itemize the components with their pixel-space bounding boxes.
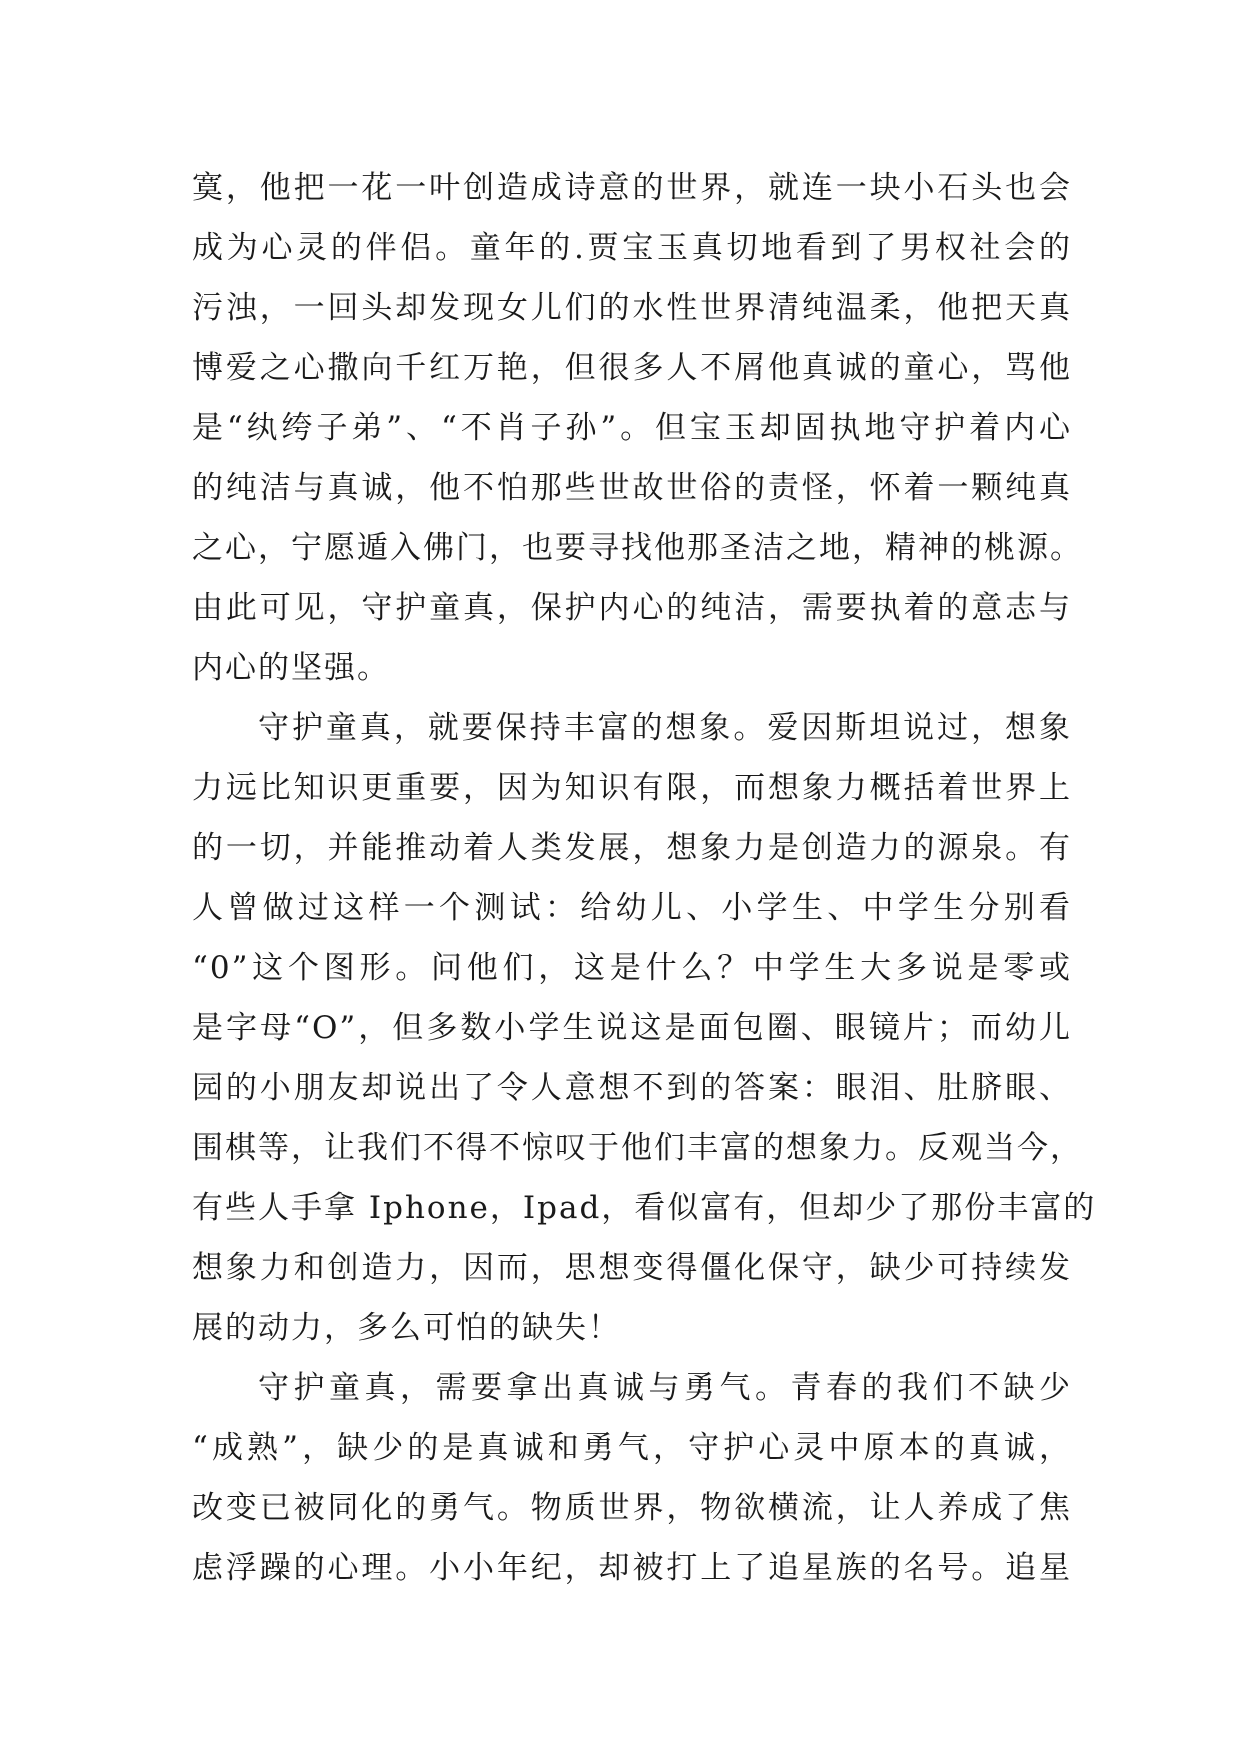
text-line: 的一切，并能推动着人类发展，想象力是创造力的源泉。有 xyxy=(192,830,1072,866)
document-body xyxy=(192,158,1097,1598)
text-line: 寞，他把一花一叶创造成诗意的世界，就连一块小石头也会 xyxy=(192,170,1072,206)
text-line: “0”这个图形。问他们，这是什么？中学生大多说是零或 xyxy=(192,950,1072,986)
text-line: 虑浮躁的心理。小小年纪，却被打上了追星族的名号。追星 xyxy=(192,1550,1072,1586)
text-line: 成为心灵的伴侣。童年的.贾宝玉真切地看到了男权社会的 xyxy=(192,230,1072,266)
text-line: 有些人手拿 Iphone，Ipad，看似富有，但却少了那份丰富的 xyxy=(192,1190,1097,1226)
text-line: 想象力和创造力，因而，思想变得僵化保守，缺少可持续发 xyxy=(192,1250,1072,1286)
text-line: 人曾做过这样一个测试：给幼儿、小学生、中学生分别看 xyxy=(192,890,1072,926)
text-line: 围棋等，让我们不得不惊叹于他们丰富的想象力。反观当今， xyxy=(192,1130,1083,1166)
text-line: “成熟”，缺少的是真诚和勇气，守护心灵中原本的真诚， xyxy=(192,1430,1072,1466)
text-line: 是字母“O”，但多数小学生说这是面包圈、眼镜片；而幼儿 xyxy=(192,1010,1072,1046)
text-line: 污浊，一回头却发现女儿们的水性世界清纯温柔，他把天真 xyxy=(192,290,1072,326)
text-line: 展的动力，多么可怕的缺失！ xyxy=(192,1310,621,1346)
text-line: 由此可见，守护童真，保护内心的纯洁，需要执着的意志与 xyxy=(192,590,1072,626)
text-line: 是“纨绔子弟”、“不肖子孙”。但宝玉却固执地守护着内心 xyxy=(192,410,1072,446)
paragraph-start-line: 守护童真，需要拿出真诚与勇气。青春的我们不缺少 xyxy=(258,1370,1072,1406)
paragraph-start-line: 守护童真，就要保持丰富的想象。爱因斯坦说过，想象 xyxy=(258,710,1072,746)
text-line: 之心，宁愿遁入佛门，也要寻找他那圣洁之地，精神的桃源。 xyxy=(192,530,1083,566)
text-line: 改变已被同化的勇气。物质世界，物欲横流，让人养成了焦 xyxy=(192,1490,1072,1526)
text-line: 力远比知识更重要，因为知识有限，而想象力概括着世界上 xyxy=(192,770,1072,806)
text-line: 内心的坚强。 xyxy=(192,650,390,686)
text-line: 博爱之心撒向千红万艳，但很多人不屑他真诚的童心，骂他 xyxy=(192,350,1072,386)
text-line: 的纯洁与真诚，他不怕那些世故世俗的责怪，怀着一颗纯真 xyxy=(192,470,1072,506)
text-line: 园的小朋友却说出了令人意想不到的答案：眼泪、肚脐眼、 xyxy=(192,1070,1072,1106)
